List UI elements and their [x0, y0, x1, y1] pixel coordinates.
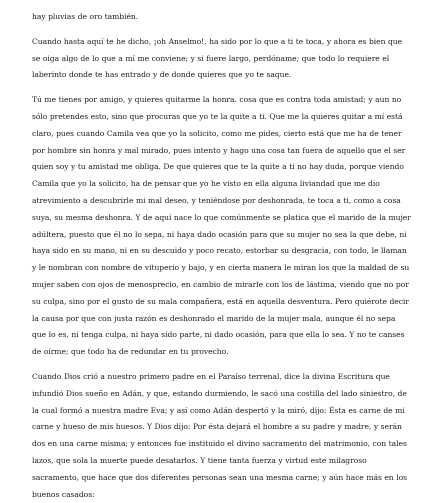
paragraph-1: hay pluvias de oro también.	[32, 12, 139, 21]
paragraph-4: Cuando Dios crió a nuestro primero padre en el Paraíso terrenal, dice la divina Escritura que infundió Dios sueño en Adán, y que, estando durmiendo, le sacó una costilla del lado siniestro, de la cual formó a nuestra madre Eva; y así como Adán despertó y la miró, dijo: Ésta es carne de mi carne y hueso de mis huesos. Y Dios dijo: Por ésta dejará el hombre a su padre y madre, y serán dos en una carne misma; y entonces fue instituido el divino sacramento del matrimonio, con tales lazos, que sola la muerte puede desatarlos. Y tiene tanta fuerza y virtud este milagroso sacramento, que hace que dos diferentes personas sean una mesma carne; y aún hace más en los buenos casados:	[32, 371, 407, 499]
paragraph-2: Cuando hasta aquí te he dicho, ¡oh Anselmo!, ha sido por lo que a ti te toca, y ahora es bien que se oiga algo de lo que a mí me conviene; y si fuere largo, perdóname; que todo lo requiere el laberinto donde te has entrado y de donde quieres que yo te saque.	[32, 36, 403, 80]
paragraph-3: Tú me tienes por amigo, y quieres quitarme la honra. cosa que es contra toda amistad; y aun no sólo pretendes esto, sino que procuras que yo te la quite a ti. Que me la quieres quitar a mí está claro, pues cuando Camila vea que yo la solicito, como me pides, cierto está que me ha de tener por hombre sin honra y mal mirado, pues intento y hago una cosa tan fuera de aquello que el ser quien soy y tu amistad me obliga. De que quieres que te la quite a ti no hay duda, porque viendo Camila que yo la solicito, ha de pensar que yo he visto en ella alguna liviandad que me dio atrevimiento a descubrirle mi mal deseo, y teniéndose por deshonrada, te toca a ti, como a cosa suya, su mesma deshonra. Y de aquí nace lo que comúnmente se platica que el marido de la mujer adúltera, puesto que él no lo sepa, ni haya dado ocasión para que su mujer no sea la que debe, ni haya sido en su mano, ni en su descuido y poco recato, estorbar su desgracia, con todo, le llaman y le nombran con nombre de vituperio y bajo, y en cierta manera le miran los que la maldad de su mujer saben con ojos de menosprecio, en cambio de mirarle con los de lástima, viendo que no por su culpa, sino por el gusto de su mala compañera, está en aquella desventura. Pero quiérote decir la causa por que con justa razón es deshonrado el marido de la mujer mala, aunque él no sepa que lo es, ni tenga culpa, ni haya sido parte, ni dado ocasión, para que ella lo sea. Y no te canses de oírme; que todo ha de redundar en tu provecho.	[32, 95, 411, 357]
